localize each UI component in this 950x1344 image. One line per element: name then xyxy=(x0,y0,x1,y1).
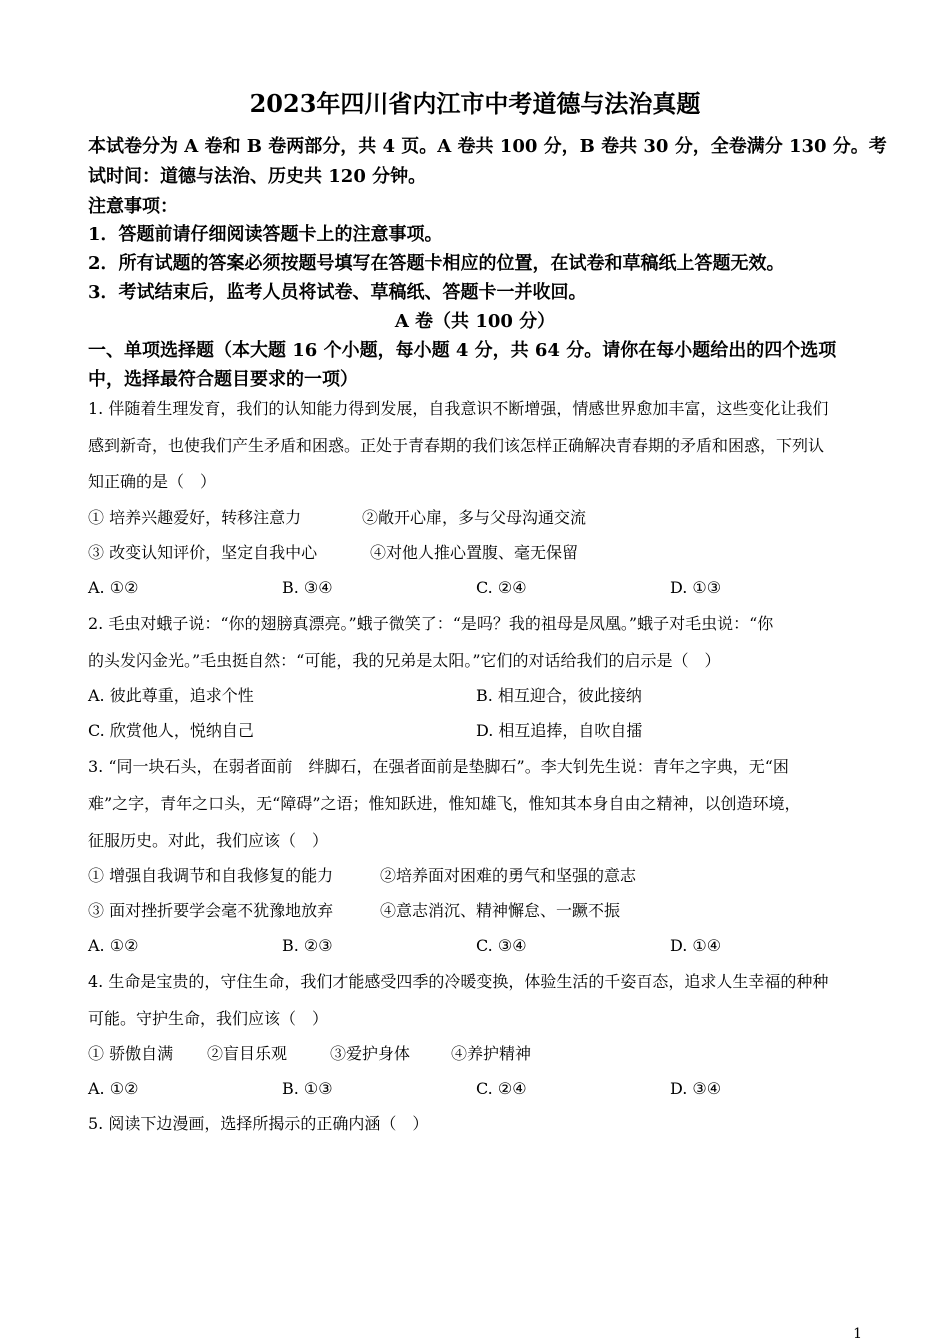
intro-line-2: 试时间：道德与法治、历史共 120 分钟。 xyxy=(88,166,427,187)
q1-item-3: ③ 改变认知评价，坚定自我中心 xyxy=(88,543,318,562)
page-number: 1 xyxy=(853,1326,862,1342)
q3-item-4: ④意志消沉、精神懈怠、一蹶不振 xyxy=(380,901,621,920)
q3-item-3: ③ 面对挫折要学会毫不犹豫地放弃 xyxy=(88,901,334,920)
q2-option-d: D. 相互追捧，自吹自擂 xyxy=(476,721,643,740)
section-a-heading: A 卷（共 100 分） xyxy=(394,311,556,332)
q1-stem-line-3: 知正确的是（ ） xyxy=(88,472,217,491)
q3-item-1: ① 增强自我调节和自我修复的能力 xyxy=(88,866,334,885)
q3-option-c: C. ③④ xyxy=(476,936,527,955)
q4-option-d: D. ③④ xyxy=(670,1079,722,1098)
q4-option-c: C. ②④ xyxy=(476,1079,527,1098)
q1-item-1: ① 培养兴趣爱好，转移注意力 xyxy=(88,508,302,527)
q4-stem-line-1: 4. 生命是宝贵的，守住生命，我们才能感受四季的冷暖变换，体验生活的千姿百态，追求人生幸福的种种 xyxy=(88,972,829,991)
q1-option-d: D. ①③ xyxy=(670,578,722,597)
q2-option-b: B. 相互迎合，彼此接纳 xyxy=(476,686,642,705)
notes-heading: 注意事项： xyxy=(88,196,178,217)
q1-option-a: A. ①② xyxy=(88,578,139,597)
q5-stem-line-1: 5. 阅读下边漫画，选择所揭示的正确内涵（ ） xyxy=(88,1114,429,1133)
part1-heading-line-2: 中，选择最符合题目要求的一项） xyxy=(88,369,358,390)
q1-option-b: B. ③④ xyxy=(282,578,333,597)
q4-item-3: ③爱护身体 xyxy=(330,1044,411,1063)
q3-item-2: ②培养面对困难的勇气和坚强的意志 xyxy=(380,866,637,885)
notes-item-3: 3．考试结束后，监考人员将试卷、草稿纸、答题卡一并收回。 xyxy=(88,282,587,303)
q2-stem-line-1: 2. 毛虫对蛾子说：“你的翅膀真漂亮。”蛾子微笑了：“是吗？我的祖母是凤凰。”蛾子对毛虫说：“你 xyxy=(88,614,774,633)
q1-item-4: ④对他人推心置腹、毫无保留 xyxy=(370,543,579,562)
part1-heading-line-1: 一、单项选择题（本大题 16 个小题，每小题 4 分，共 64 分。请你在每小题给出的四个选项 xyxy=(88,340,837,361)
q1-option-c: C. ②④ xyxy=(476,578,527,597)
q1-stem-line-1: 1. 伴随着生理发育，我们的认知能力得到发展，自我意识不断增强，情感世界愈加丰富，这些变化让我们 xyxy=(88,399,829,418)
q3-option-d: D. ①④ xyxy=(670,936,722,955)
q1-stem-line-2: 感到新奇，也使我们产生矛盾和困惑。正处于青春期的我们该怎样正确解决青春期的矛盾和困惑，下列认 xyxy=(88,436,825,455)
q2-stem-line-2: 的头发闪金光。”毛虫挺自然：“可能，我的兄弟是太阳。”它们的对话给我们的启示是（ ） xyxy=(88,651,721,670)
q4-stem-line-2: 可能。守护生命，我们应该（ ） xyxy=(88,1009,329,1028)
q4-option-b: B. ①③ xyxy=(282,1079,333,1098)
q2-option-c: C. 欣赏他人，悦纳自己 xyxy=(88,721,254,740)
q3-stem-line-2: 难”之字，青年之口头，无“障碍”之语；惟知跃进，惟知雄飞，惟知其本身自由之精神，以创造环境， xyxy=(88,794,801,813)
q2-option-a: A. 彼此尊重，追求个性 xyxy=(88,686,254,705)
notes-item-2: 2．所有试题的答案必须按题号填写在答题卡相应的位置，在试卷和草稿纸上答题无效。 xyxy=(88,253,785,274)
q4-item-2: ②盲目乐观 xyxy=(207,1044,288,1063)
q3-stem-line-3: 征服历史。对此，我们应该（ ） xyxy=(88,831,329,850)
q4-item-1: ① 骄傲自满 xyxy=(88,1044,174,1063)
page-title: 2023年四川省内江市中考道德与法治真题 xyxy=(249,89,701,118)
intro-line-1: 本试卷分为 A 卷和 B 卷两部分，共 4 页。A 卷共 100 分，B 卷共 30 分，全卷满分 130 分。考 xyxy=(88,136,887,157)
notes-item-1: 1．答题前请仔细阅读答题卡上的注意事项。 xyxy=(88,224,443,245)
q4-option-a: A. ①② xyxy=(88,1079,139,1098)
q3-option-b: B. ②③ xyxy=(282,936,333,955)
q1-item-2: ②敞开心扉，多与父母沟通交流 xyxy=(362,508,587,527)
q3-stem-line-1: 3. “同一块石头，在弱者面前 绊脚石，在强者面前是垫脚石”。李大钊先生说：青年之字典，无“困 xyxy=(88,757,789,776)
q4-item-4: ④养护精神 xyxy=(451,1044,532,1063)
q3-option-a: A. ①② xyxy=(88,936,139,955)
